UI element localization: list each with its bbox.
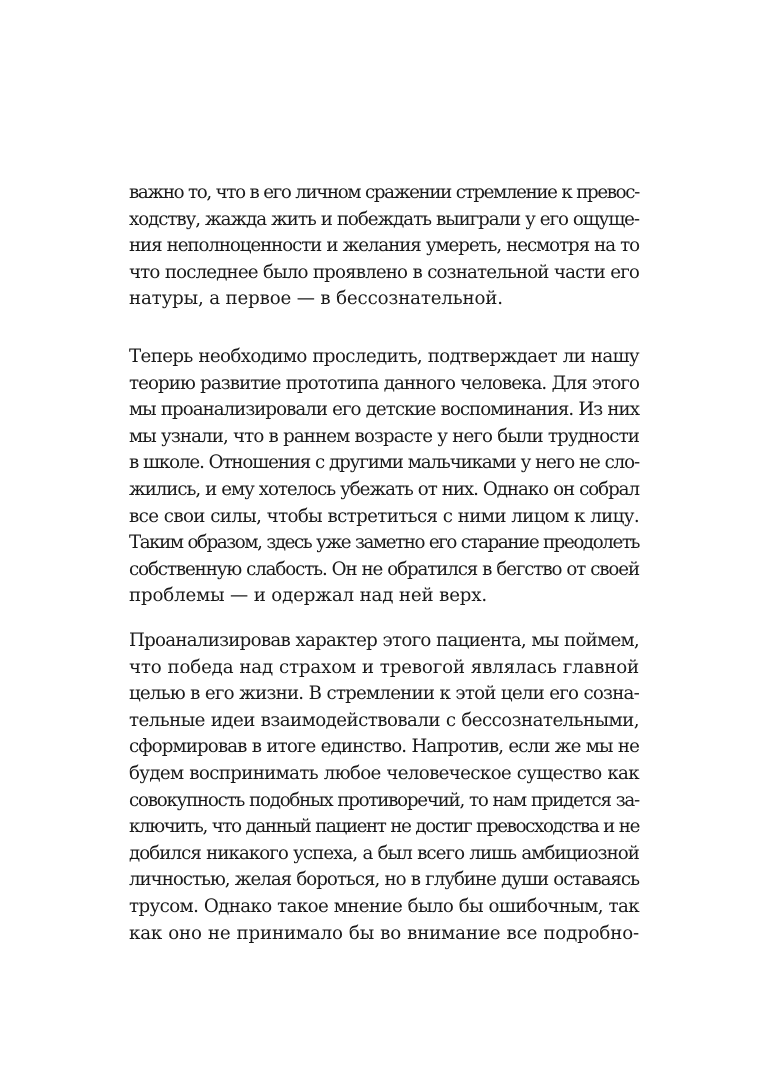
- text-line: Проанализировав характер этого пациента, мы поймем,: [129, 630, 639, 651]
- text-line: Таким образом, здесь уже заметно его старание преодолеть: [129, 532, 639, 554]
- text-line: все свои силы, чтобы встретиться с ними лицом к лицу.: [129, 505, 639, 527]
- text-line: совокупность подобных противоречий, то нам придется за-: [129, 789, 639, 811]
- text-line: целью в его жизни. В стремлении к этой цели его созна-: [129, 683, 639, 705]
- text-line: в школе. Отношения с другими мальчиками у него не сло-: [129, 452, 639, 474]
- text-line: Теперь необходимо проследить, подтверждает ли нашу: [129, 346, 639, 367]
- text-line: что победа над страхом и тревогой являлась главной: [129, 656, 639, 678]
- text-line: мы узнали, что в раннем возрасте у него были трудности: [129, 425, 639, 447]
- text-line: что последнее было проявлено в сознательной части его: [129, 261, 639, 283]
- text-line: ходству, жажда жить и побеждать выиграли у его ощуще-: [129, 208, 639, 230]
- text-line: добился никакого успеха, а был всего лишь амбициозной: [129, 842, 639, 864]
- text-line: как оно не принимало бы во внимание все подробно-: [129, 922, 639, 944]
- text-line: теорию развитие прототипа данного человека. Для этого: [129, 372, 639, 394]
- text-line: жились, и ему хотелось убежать от них. Однако он собрал: [129, 478, 639, 500]
- paragraph-3: [129, 628, 639, 947]
- text-line: проблемы — и одержал над ней верх.: [129, 585, 488, 607]
- text-line: трусом. Однако такое мнение было бы ошибочным, так: [129, 895, 639, 917]
- text-line: будем воспринимать любое человеческое существо как: [129, 762, 639, 784]
- text-line: мы проанализировали его детские воспоминания. Из них: [129, 399, 639, 421]
- text-line: собственную слабость. Он не обратился в бегство от своей: [129, 558, 639, 580]
- text-line: ключить, что данный пациент не достиг превосходства и не: [129, 816, 639, 838]
- text-line: ния неполноценности и желания умереть, несмотря на то: [129, 235, 639, 257]
- text-line: сформировав в итоге единство. Напротив, если же мы не: [129, 736, 639, 758]
- paragraph-2: [129, 344, 639, 610]
- text-line: личностью, желая бороться, но в глубине души оставаясь: [129, 869, 639, 891]
- text-line: тельные идеи взаимодействовали с бессознательными,: [129, 709, 639, 731]
- text-line: важно то, что в его личном сражении стремление к превос-: [129, 182, 639, 203]
- text-line: натуры, а первое — в бессознательной.: [129, 288, 503, 310]
- paragraph-1: [129, 180, 639, 313]
